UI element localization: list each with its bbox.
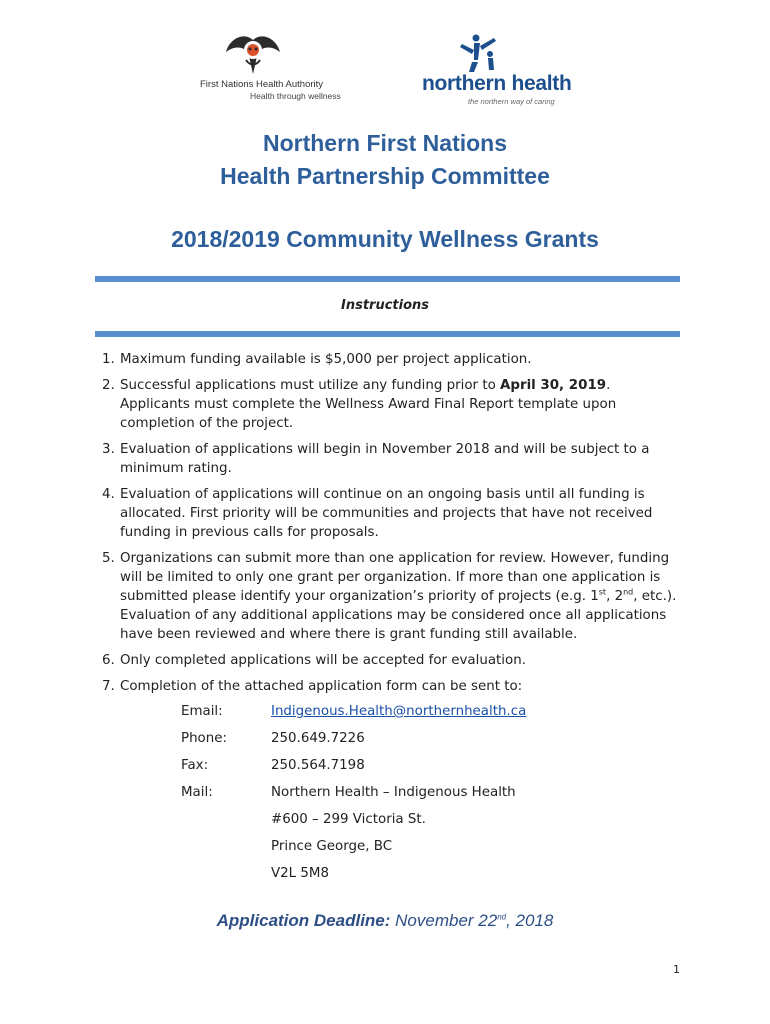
application-deadline [0,911,770,931]
title-grants: 2018/2019 Community Wellness Grants [171,226,599,252]
list-text-part: , etc.). Evaluation of any additional applications may be considered once all applications have been reviewed and where there is grant funding still available. [120,589,677,642]
fnha-logo [200,28,350,104]
instructions-list [102,350,682,703]
list-item [102,485,682,542]
list-number: 5. [102,551,115,566]
fax-label: Fax: [181,758,209,773]
divider-bottom [95,331,680,337]
list-text: Evaluation of applications will begin in November 2018 and will be subject to a minimum rating. [120,442,650,476]
fnha-tagline: Health through wellness [250,91,341,101]
list-text: Only completed applications will be accepted for evaluation. [120,653,526,668]
mail-label: Mail: [181,785,213,800]
superscript: st [598,587,607,597]
list-number: 3. [102,442,115,457]
fnha-emblem-icon [220,30,286,76]
email-link[interactable]: Indigenous.Health@northernhealth.ca [271,704,527,719]
deadline-date-sup: nd [497,912,507,922]
email-label: Email: [181,704,223,719]
list-item [102,651,682,670]
list-item [102,350,682,369]
fnha-name: First Nations Health Authority [200,79,324,90]
list-text-bold: April 30, 2019 [500,378,607,393]
northern-health-tagline: the northern way of caring [468,97,555,106]
list-item [102,677,682,696]
fax-value: 250.564.7198 [271,758,365,773]
list-text-part: . Applicants must complete the Wellness Award Final Report template upon completion of the project. [120,378,617,431]
list-text-part: Organizations can submit more than one application for review. However, funding will be limited to only one grant per organization. If more than one application is submitted please identify your organization’s priority of projects (e.g. 1 [120,551,670,604]
list-item [102,376,682,433]
northern-health-emblem-icon [460,30,504,74]
mail-line: V2L 5M8 [271,866,329,881]
instructions-heading: Instructions [340,298,429,313]
header-logos [0,28,770,108]
list-text-part: Successful applications must utilize any funding prior to [120,378,501,393]
superscript: nd [623,587,634,597]
mail-line: Northern Health – Indigenous Health [271,785,516,800]
title-line-2: Health Partnership Committee [220,163,550,189]
northern-health-name: northern health [422,72,572,95]
list-text: Completion of the attached application form can be sent to: [120,679,523,694]
northern-health-logo [420,28,570,108]
deadline-date: November 22 [390,911,498,930]
list-item [102,440,682,478]
list-number: 2. [102,378,115,393]
page-number: 1 [673,963,680,976]
deadline-date-year: , 2018 [506,911,554,930]
mail-line: Prince George, BC [271,839,393,854]
phone-value: 250.649.7226 [271,731,365,746]
list-number: 7. [102,679,115,694]
list-number: 1. [102,352,115,367]
list-text: Maximum funding available is $5,000 per project application. [120,352,532,367]
divider-top [95,276,680,282]
title-line-1: Northern First Nations [262,130,508,156]
phone-label: Phone: [181,731,227,746]
list-number: 6. [102,653,115,668]
deadline-label: Application Deadline: [216,911,391,930]
list-item [102,549,682,644]
list-number: 4. [102,487,115,502]
list-text: Evaluation of applications will continue on an ongoing basis until all funding is allocated. First priority will be communities and projects that have not received funding in previous calls for proposals. [120,487,653,540]
list-text-part: , 2 [606,589,624,604]
mail-line: #600 – 299 Victoria St. [271,812,426,827]
